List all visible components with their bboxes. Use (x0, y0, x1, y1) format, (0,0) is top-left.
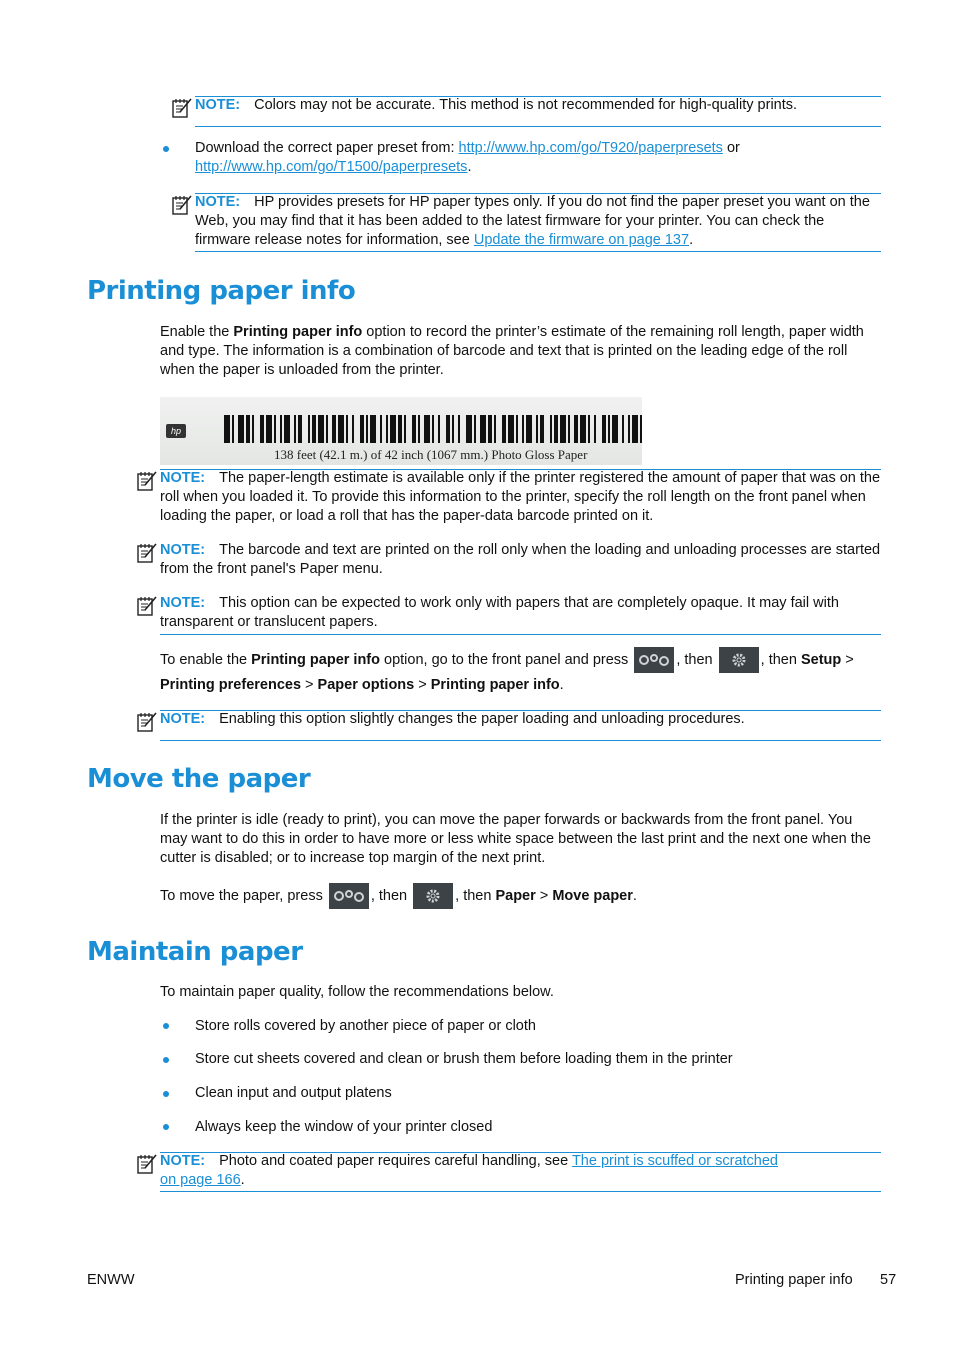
divider (160, 634, 881, 635)
menu-printing-paper-info: Printing paper info (430, 677, 560, 693)
note-label: NOTE: (195, 194, 241, 210)
bullet-marker (163, 1124, 169, 1130)
menu-printing-preferences: Printing preferences (160, 677, 302, 693)
barcode-bar (640, 415, 642, 443)
barcode-bar (536, 415, 538, 443)
barcode (224, 415, 642, 443)
text: , then (370, 888, 412, 904)
note-text: Enabling this option slightly changes the paper loading and unloading procedures. (219, 711, 745, 727)
barcode-bar (252, 415, 254, 443)
barcode-bar (412, 415, 416, 443)
barcode-bar (452, 415, 454, 443)
note-text: This option can be expected to work only with papers that are completely opaque. It may fail with transparent or translucent papers. (160, 595, 839, 630)
enable-instruction (160, 647, 882, 698)
barcode-bar (284, 415, 290, 443)
bullet-marker (163, 1091, 169, 1097)
text: > (841, 651, 854, 668)
link-t1500-presets[interactable]: http://www.hp.com/go/T1500/paperpresets (195, 159, 468, 175)
footer-section-title: Printing paper info (735, 1272, 853, 1288)
barcode-bar (516, 415, 518, 443)
barcode-bar (568, 415, 570, 443)
note-6 (160, 710, 882, 729)
barcode-caption: 138 feet (42.1 m.) of 42 inch (1067 mm.) Photo Gloss Paper (274, 447, 588, 462)
link-update-firmware[interactable]: Update the firmware on page 137 (473, 232, 690, 248)
note-label: NOTE: (195, 97, 241, 113)
barcode-bar (580, 415, 586, 443)
note-5 (160, 594, 882, 632)
text: . (559, 677, 564, 693)
note-text: HP provides presets for HP paper types only. If you do not find the paper preset you want on the Web, you may find that it has been added to the latest firmware for your printer. You can check the firmware release notes for information, see (195, 194, 870, 248)
note-text: The paper-length estimate is available only if the printer registered the amount of paper that was on the roll when you loaded it. To provide this information to the printer, specify the roll length on the front panel when loading the paper, or load a roll that has the paper-data barcode printed on it. (160, 470, 881, 524)
text: , then (455, 888, 496, 904)
note-1 (195, 96, 881, 115)
barcode-bar (424, 415, 430, 443)
barcode-bar (480, 415, 486, 443)
download-item: Download the correct paper preset from: http://www.hp.com/go/T920/paperpresets or http://www.hp.com/go/T1500/paperpresets. (195, 140, 740, 175)
barcode-bar (502, 415, 506, 443)
barcode-bar (494, 415, 496, 443)
text: , then (760, 651, 801, 668)
barcode-bar (280, 415, 282, 443)
barcode-bar (632, 415, 638, 443)
note-icon (136, 542, 158, 564)
note-label: NOTE: (160, 1153, 206, 1169)
barcode-bar (612, 415, 618, 443)
barcode-bar (554, 415, 558, 443)
barcode-bar (438, 415, 440, 443)
note-3 (160, 469, 882, 526)
link-print-scuffed[interactable]: The print is scuffed or scratched (571, 1153, 778, 1169)
text: > (414, 677, 431, 693)
note-icon (136, 470, 158, 492)
note-label: NOTE: (160, 470, 206, 486)
list-item: Store cut sheets covered and clean or brush them before loading them in the printer (195, 1051, 733, 1067)
barcode-bar (370, 415, 376, 443)
note-icon (171, 194, 193, 216)
menu-paper-options: Paper options (317, 677, 415, 693)
note-icon (171, 97, 193, 119)
note-icon (136, 711, 158, 733)
settings-button-icon (719, 647, 759, 673)
menu-paper: Paper (495, 888, 536, 904)
option-name: Printing paper info (233, 324, 363, 340)
barcode-bar (294, 415, 296, 443)
option-name: Printing paper info (251, 651, 380, 668)
barcode-bar (474, 415, 476, 443)
barcode-image (160, 397, 642, 465)
bullet-marker (163, 146, 169, 152)
text: option, go to the front panel and press (380, 651, 633, 668)
bullet-marker (163, 1057, 169, 1063)
move-instruction (160, 883, 882, 909)
text: , then (676, 651, 717, 668)
barcode-bar (366, 415, 368, 443)
page-number: 57 (880, 1272, 897, 1288)
note-2: NOTE: HP provides presets for HP paper types only. If you do not find the paper preset you want on the Web, you may find that it has been added to the latest firmware for your printer. You can check the firmware release notes for information, see Update the firmware on page 137. (195, 194, 870, 248)
list-item: Store rolls covered by another piece of paper or cloth (195, 1018, 536, 1034)
note-text: Photo and coated paper requires careful handling, see (219, 1153, 572, 1169)
barcode-bar (628, 415, 630, 443)
barcode-bar (298, 415, 302, 443)
section3-intro: To maintain paper quality, follow the recommendations below. (160, 984, 554, 1000)
barcode-bar (526, 415, 532, 443)
barcode-bar (540, 415, 544, 443)
text: Enable the (160, 324, 234, 340)
download-text: Download the correct paper preset from: (195, 140, 459, 156)
menu-move-paper: Move paper (552, 888, 633, 904)
section-title-move-the-paper: Move the paper (87, 764, 311, 794)
barcode-bar (332, 415, 336, 443)
section1-paragraph (160, 323, 882, 380)
barcode-bar (246, 415, 250, 443)
list-item: Clean input and output platens (195, 1085, 392, 1101)
download-or: or (722, 140, 740, 156)
note-label: NOTE: (160, 542, 206, 558)
barcode-bar (346, 415, 348, 443)
barcode-bar (574, 415, 578, 443)
barcode-bar (588, 415, 590, 443)
text: > (535, 888, 553, 904)
barcode-bar (318, 415, 324, 443)
barcode-bar (274, 415, 276, 443)
barcode-bar (260, 415, 264, 443)
barcode-bar (466, 415, 472, 443)
barcode-bar (508, 415, 514, 443)
barcode-bar (560, 415, 566, 443)
barcode-bar (622, 415, 624, 443)
barcode-bar (360, 415, 364, 443)
menu-setup: Setup (800, 651, 842, 668)
note-label: NOTE: (160, 711, 206, 727)
bullet-marker (163, 1023, 169, 1029)
barcode-bar (386, 415, 388, 443)
barcode-bar (266, 415, 272, 443)
text: > (301, 677, 318, 693)
barcode-bar (602, 415, 606, 443)
text: option to record the printer’s estimate of the remaining roll length, paper width and type. The information is a combination of barcode and text that is printed on the leading edge of the roll when the paper is unloaded from the printer. (160, 324, 864, 378)
barcode-bar (232, 415, 234, 443)
barcode-bar (418, 415, 420, 443)
note-text: The barcode and text are printed on the roll only when the loading and unloading processes are started from the front panel's Paper menu. (160, 542, 881, 577)
footer-left: ENWW (87, 1272, 135, 1288)
barcode-bar (326, 415, 328, 443)
barcode-bar (446, 415, 450, 443)
note-7: NOTE: Photo and coated paper requires careful handling, see The print is scuffed or scratched on page 166. (160, 1153, 778, 1188)
barcode-bar (238, 415, 244, 443)
barcode-bar (594, 415, 596, 443)
text: To move the paper, press (160, 888, 327, 904)
barcode-bar (488, 415, 492, 443)
barcode-bar (352, 415, 354, 443)
barcode-bar (224, 415, 230, 443)
section-title-printing-paper-info: Printing paper info (87, 276, 356, 306)
barcode-bar (390, 415, 396, 443)
text: To enable the (160, 651, 252, 668)
section2-paragraph: If the printer is idle (ready to print), you can move the paper forwards or backwards from the front panel. You may want to do this in order to have more or less white space between the last print and the next one when the cutter is disabled; or to increase top margin of the next print. (160, 812, 871, 866)
text: . (632, 888, 637, 904)
barcode-bar (380, 415, 382, 443)
hp-logo-icon: hp (166, 424, 186, 438)
home-button-icon (329, 883, 369, 909)
settings-button-icon (413, 883, 453, 909)
barcode-bar (522, 415, 524, 443)
home-button-icon (634, 647, 674, 673)
link-page-166[interactable]: on page 166 (160, 1172, 241, 1188)
note-text: Colors may not be accurate. This method is not recommended for high-quality prints. (254, 97, 798, 113)
barcode-bar (432, 415, 434, 443)
section-title-maintain-paper: Maintain paper (87, 937, 303, 967)
barcode-bar (608, 415, 610, 443)
link-t920-presets[interactable]: http://www.hp.com/go/T920/paperpresets (458, 140, 723, 156)
list-item: Always keep the window of your printer closed (195, 1119, 493, 1135)
barcode-bar (338, 415, 344, 443)
barcode-bar (398, 415, 402, 443)
note-4 (160, 541, 882, 579)
barcode-bar (308, 415, 310, 443)
barcode-bar (458, 415, 460, 443)
barcode-bar (404, 415, 406, 443)
note-icon (136, 1153, 158, 1175)
note-label: NOTE: (160, 595, 206, 611)
barcode-bar (312, 415, 316, 443)
barcode-bar (550, 415, 552, 443)
note-icon (136, 595, 158, 617)
